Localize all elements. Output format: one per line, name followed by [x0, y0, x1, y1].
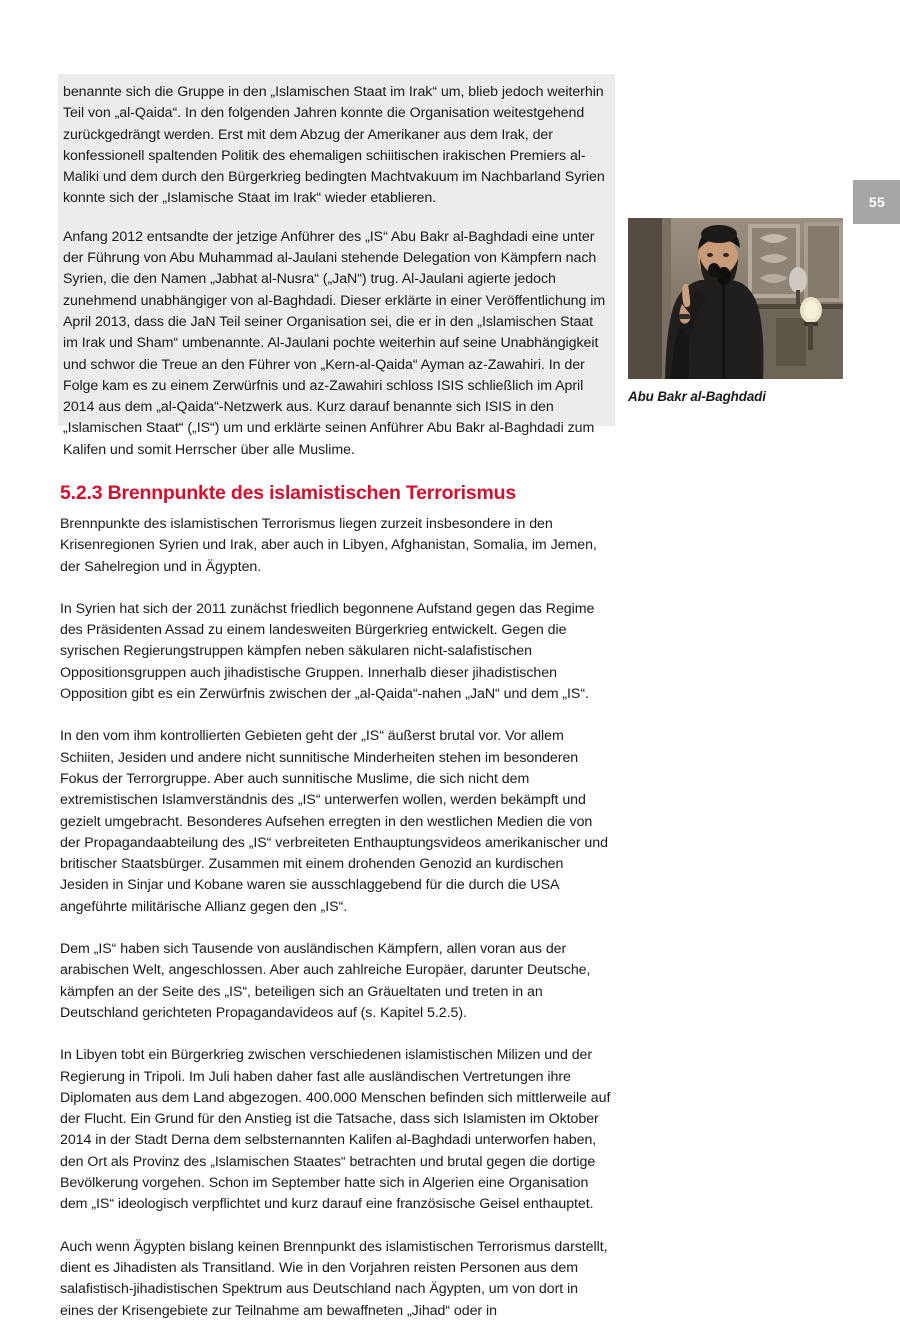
section-heading: 5.2.3 Brennpunkte des islamistischen Terrorismus: [60, 482, 517, 505]
page-number-badge: 55: [853, 180, 900, 224]
photo-image: [628, 218, 843, 379]
figure-baghdadi: [628, 218, 843, 404]
paragraph: Auch wenn Ägypten bislang keinen Brennpunkt des islamistischen Terrorismus darstellt, dient es Jihadisten als Transitland. Wie in den Vorjahren reisten Personen aus dem salafistisch-jihadistischen Spektrum aus Deutschland nach Ägypten, um von dort in eines der Krisengebiete zur Teilnahme am bewaffneten „Jihad“ oder in: [60, 1238, 608, 1319]
paragraph: In Syrien hat sich der 2011 zunächst friedlich begonnene Aufstand gegen das Regime des Präsidenten Assad zu einem landesweiten Bürgerkrieg entwickelt. Gegen die syrischen Regierungstruppen kämpfen neben säkularen nicht-salafistischen Oppositionsgruppen auch jihadistische Gruppen. Innerhalb dieser jihadistischen Opposition gibt es ein Zerwürfnis zwischen der „al-Qaida“-nahen „JaN“ und dem „IS“.: [60, 600, 595, 703]
paragraph: In den vom ihm kontrollierten Gebieten geht der „IS“ äußerst brutal vor. Vor allem Schiiten, Jesiden und andere nicht sunnitische Minderheiten stehen im besonderen Fokus der Terrorgruppe. Aber auch sunnitische Muslime, die sich nicht dem extremistischen Islamverständnis des „IS“ unterwerfen wollen, werden bekämpft und gezielt umgebracht. Besonderes Aufsehen erregten in den westlichen Medien die von der Propagandaabteilung des „IS“ verbreiteten Enthauptungsvideos amerikanischer und britischer Staatsbürger. Zusammen mit einem drohenden Genozid an kurdischen Jesiden in Sinjar und Kobane waren sie ausschlaggebend für die durch die USA angeführte militärische Allianz gegen den „IS“.: [60, 728, 608, 915]
paragraph: benannte sich die Gruppe in den „Islamischen Staat im Irak“ um, blieb jedoch weiterhin Teil von „al-Qaida“. In den folgenden Jahren konnte die Organisation weitestgehend zurückgedrängt werden. Erst mit dem Abzug der Amerikaner aus dem Irak, der konfessionell spaltenden Politik des ehemaligen schiitischen irakischen Premiers al-Maliki und dem durch den Bürgerkrieg bedingten Machtvakuum im Nachbarland Syrien konnte sich der „Islamische Staat im Irak“ wieder etablieren.: [63, 84, 605, 207]
highlight-text-block: [63, 82, 610, 461]
paragraph: In Libyen tobt ein Bürgerkrieg zwischen verschiedenen islamistischen Milizen und der Regierung in Tripoli. Im Juli haben daher fast alle ausländischen Vertretungen ihre Diplomaten aus dem Land abgezogen. 400.000 Menschen befinden sich mittlerweile auf der Flucht. Ein Grund für den Anstieg ist die Tatsache, dass sich Islamisten im Oktober 2014 in der Stadt Derna dem selbsternannten Kalifen al-Baghdadi unterworfen haben, den Ort als Provinz des „Islamischen Staates“ betrachten und brutal gegen die dortige Bevölkerung vorgehen. Schon im September hatte sich in Algerien eine Organisation dem „IS“ ideologisch verpflichtet und kurz darauf eine französische Geisel enthauptet.: [60, 1047, 611, 1213]
paragraph: Anfang 2012 entsandte der jetzige Anführer des „IS“ Abu Bakr al-Baghdadi eine unter der Führung von Abu Muhammad al-Jaulani stehende Delegation von Kämpfern nach Syrien, die den Namen „Jabhat al-Nusra“ („JaN“) trug. Al-Jaulani agierte jedoch zunehmend unabhängiger von al-Baghdadi. Dieser erklärte in einer Veröffentlichung im April 2013, dass die JaN Teil seiner Organisation sei, die er in den „Islamischen Staat im Irak und Sham“ umbenannte. Al-Jaulani pochte weiterhin auf seine Unabhängigkeit und schwor die Treue an den Führer von „Kern-al-Qaida“ Ayman az-Zawahiri. In der Folge kam es zu einem Zerwürfnis und az-Zawahiri schloss ISIS schließlich im April 2014 aus dem „al-Qaida“-Netzwerk aus. Kurz darauf benannte sich ISIS in den „Islamischen Staat“ („IS“) um und erklärte seinen Anführer Abu Bakr al-Baghdadi zum Kalifen und somit Herrscher über alle Muslime.: [63, 228, 606, 458]
paragraph: Brennpunkte des islamistischen Terrorismus liegen zurzeit insbesondere in den Krisenregionen Syrien und Irak, aber auch in Libyen, Afghanistan, Somalia, im Jemen, der Sahelregion und in Ägypten.: [60, 516, 597, 575]
paragraph: Dem „IS“ haben sich Tausende von ausländischen Kämpfern, allen voran aus der arabischen Welt, angeschlossen. Aber auch zahlreiche Europäer, darunter Deutsche, kämpfen an der Seite des „IS“, beteiligen sich an Gräueltaten und treten in an Deutschland gerichteten Propagandavideos auf (s. Kapitel 5.2.5).: [60, 941, 591, 1021]
photo-illustration: [628, 218, 843, 379]
figure-caption: Abu Bakr al-Baghdadi: [628, 389, 766, 404]
body-text-column: [60, 514, 612, 1322]
